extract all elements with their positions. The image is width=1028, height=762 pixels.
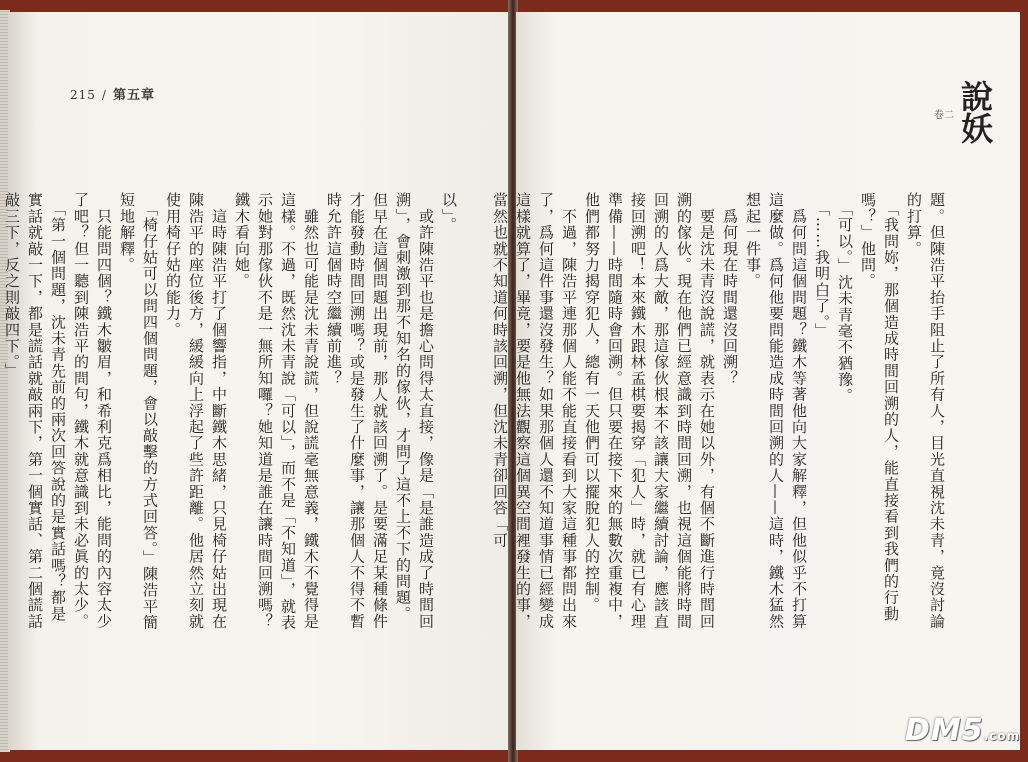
paragraph: 「……我明白了。」 bbox=[813, 192, 831, 339]
paragraph: 雖然也可能是沈未青說謊，但說謊毫無意義，鐵木不覺得是這樣。不過，既然沈未青說「可以」，而不是「不知道」，就表示她對那傢伙不是一無所知囉？她知道是誰在讓時間回溯嗎？鐵木看向她。 bbox=[233, 192, 320, 631]
paragraph: 或許陳浩平也是擔心問得太直接，像是「是誰造成了時間回溯」，會刺激到那不知名的傢伙，才問了這不上不下的問題。但早在這個問題出現前，那人就該回溯了。是要滿足某種條件才能發動時間回溯嗎？或是發生了什麼事，讓那個人不得不暫時允許這個時空繼續前進？ bbox=[325, 192, 435, 630]
right-body-text bbox=[491, 192, 948, 632]
paragraph: 不過，陳浩平連那個人能不能直接看到大家這種事都問出來了，爲何這件事還沒發生？如果那個人還不知道事情已經變成這樣就算了，畢竟，要是他無法觀察這個異空間裡發生的事，當然也就不知道何時該回溯，但沈未青卻回答「可 bbox=[491, 192, 578, 630]
left-page bbox=[3, 12, 510, 750]
paragraph: 「我問妳，那個造成時間回溯的人，能直接看到我們的行動嗎？」他問。 bbox=[859, 192, 900, 622]
paragraph: 「第一個問題，沈未青先前的兩次回答說的是實話嗎？都是實話就敲一下，都是謊話就敲兩下，第一個實話、第二個謊話敲三下，反之則敲四下。」 bbox=[3, 192, 67, 630]
chapter-title: 第五章 bbox=[112, 88, 155, 103]
logo-title: 說妖 bbox=[956, 80, 994, 144]
paragraph: 「椅仔姑可以問四個問題，會以敲擊的方式回答。」陳浩平簡短地解釋。 bbox=[118, 192, 159, 631]
paragraph: 爲何問這個問題？鐵木等著他向大家解釋，但他似乎不打算這麼做。爲何他要問能造成時間回溯的人——這時，鐵木猛然想起一件事。 bbox=[744, 192, 808, 630]
page-number: 215 bbox=[70, 88, 96, 102]
header-separator: / bbox=[101, 88, 107, 102]
paragraph: 爲何現在時間還沒回溯？ bbox=[721, 192, 739, 387]
watermark-suffix: .com bbox=[983, 729, 1020, 743]
right-page bbox=[491, 12, 1020, 750]
paragraph: 以」。 bbox=[440, 192, 458, 234]
site-watermark bbox=[905, 713, 1020, 748]
paragraph: 只能問四個？鐵木皺眉，和希利克爲相比，能問的內容太少了吧？但一聽到陳浩平的問句，鐵木就意識到未必眞的太少。 bbox=[72, 192, 113, 630]
left-body-text bbox=[3, 192, 460, 632]
running-header bbox=[70, 84, 161, 103]
logo-volume: 卷二 bbox=[934, 110, 954, 121]
paragraph: 題。但陳浩平抬手阻止了所有人，目光直視沈未青，竟沒討論的打算。 bbox=[905, 192, 946, 630]
watermark-brand: DM5 bbox=[904, 713, 984, 748]
paragraph: 這時陳浩平打了個響指，中斷鐵木思緒，只見椅仔姑出現在陳浩平的座位後方，緩緩向上浮起了些許距離。他居然立刻就使用椅仔姑的能力。 bbox=[164, 192, 228, 630]
paragraph: 要是沈未青沒說謊，就表示在她以外，有個不斷進行時間回溯的傢伙。現在他們已經意識到時間回溯，也視這個能將時間回溯的人爲大敵，那這傢伙根本不該讓大家繼續討論，應該直接回溯吧！本來鐵木跟林孟棋要揭穿「犯人」時，就已有心理準備——時間隨時會回溯。但只要在接下來的無數次重複中，他們都努力揭穿犯人，總有一天他們可以擺脫犯人的控制。 bbox=[583, 192, 716, 630]
series-logo bbox=[932, 80, 992, 150]
paragraph: 「可以。」沈未青毫不猶豫。 bbox=[836, 192, 854, 404]
